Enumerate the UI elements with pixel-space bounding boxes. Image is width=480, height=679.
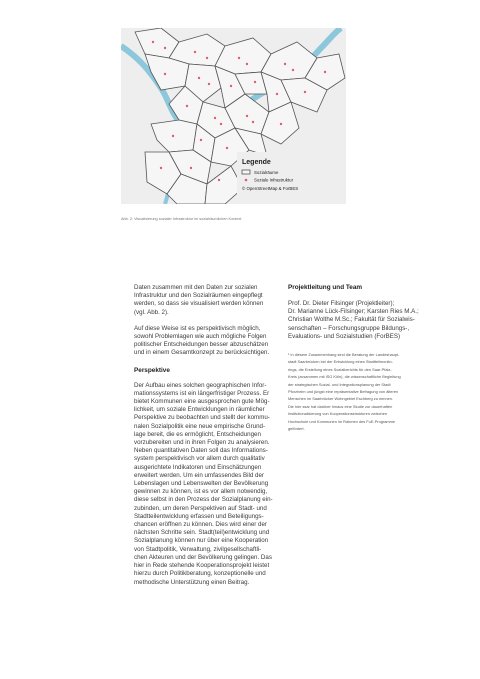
infrastructure-point (304, 91, 306, 93)
text-line: und in einem Gesamtkonzept zu berücksichtigen. (134, 349, 270, 357)
legend-attribution: © OpenStreetMap & ForBES (242, 186, 299, 191)
infrastructure-point (214, 117, 216, 119)
text-line: von Stadtpolitik, Verwaltung, zivilgesellschaftli- (134, 545, 262, 553)
text-line: Auf diese Weise ist es perspektivisch möglich, (134, 324, 261, 332)
infrastructure-point (252, 121, 254, 123)
infrastructure-point (194, 51, 196, 53)
text-line: sowohl Problemlagen wie auch mögliche Folgen (134, 333, 267, 341)
text-line: lichkeit, um soziale Entwicklungen in räumlicher (134, 406, 265, 414)
legend-district-label: Sozialräume (254, 170, 279, 175)
text-line: Dr. Marianne Lück-Filsinger; Karsten Ries M.A.; (288, 308, 419, 316)
footnote-line: Die hier ssar hat darüber hinaus eine Studie zur dauerhaften (288, 403, 393, 409)
map-legend (237, 152, 346, 204)
perspective-paragraph (134, 382, 276, 587)
infrastructure-point (284, 63, 286, 65)
legend-district-symbol (242, 170, 250, 174)
team-heading: Projektleitung und Team (288, 284, 363, 291)
footnote-line: Menschen im Saarbrücker Wohngebiet Eschberg zu nennen. (288, 396, 394, 402)
infrastructure-point (280, 123, 282, 125)
infrastructure-point (160, 167, 162, 169)
text-line: Infrastruktur und den Sozialräumen eingepflegt (134, 292, 263, 300)
infrastructure-point (246, 115, 248, 117)
footnote (288, 351, 436, 432)
infrastructure-point (172, 135, 174, 137)
text-line: Sozialplanung können nur über eine Kooperation (134, 537, 269, 545)
infrastructure-point (254, 81, 256, 83)
text-line: Perspektive zu beobachten und stellt der kommu- (134, 414, 270, 422)
footnote-line: Institutionalisierung von Kooperationsstrukturen zwischen (288, 411, 388, 417)
footnote-line: ¹ In diesem Zusammenhang sind die Beratung der Landeshaupt- (288, 352, 400, 358)
footnote-line: stadt Saarbrücken bei der Entwicklung eines Stadtteilmonito- (288, 359, 393, 365)
text-line: vorzubereiten und in ihren Folgen zu analysieren. (134, 439, 270, 447)
text-line: chen Akteuren und der Bevölkerung gelingen. Das (134, 553, 272, 561)
infrastructure-point (190, 167, 192, 169)
infrastructure-point (152, 41, 154, 43)
text-line: bietet Kommunen eine ausgesprochen gute Mög- (134, 398, 270, 406)
infrastructure-point (218, 179, 220, 181)
text-line: erweitert werden. Um ein umfassendes Bild der (134, 471, 264, 479)
map-graphic (121, 28, 346, 204)
text-line: nalen Sozialpolitik eine neue empirische Grund- (134, 422, 266, 430)
text-line: (vgl. Abb. 2). (134, 308, 169, 316)
text-line: hierzu durch Politikberatung, konzeptionelle und (134, 570, 266, 578)
footnote-line: der strategischen Sozial- und Integrationsplanung der Stadt (288, 381, 391, 387)
team-paragraph (288, 300, 436, 341)
text-line: mationssystems ist ein längerfristiger Prozess. Er (134, 389, 270, 397)
left-column (134, 284, 276, 587)
text-line: Lebenslagen und Lebenswelten der Bevölkerung (134, 480, 269, 488)
intro-paragraph (134, 284, 276, 317)
text-line: methodische Unterstützung einen Beitrag. (134, 578, 250, 586)
district-map (121, 28, 346, 204)
text-line: nächsten Schritte sein. Stadt(teil)entwicklung und (134, 529, 270, 537)
text-line: gewinnen zu können, ist es vor allem notwendig, (134, 488, 268, 496)
infrastructure-point (324, 71, 326, 73)
text-line: Der Aufbau eines solchen geographischen Infor- (134, 381, 267, 389)
text-line: Evaluations- und Sozialstudien (ForBES) (288, 332, 401, 340)
text-line: Christian Wolthe M.Sc.; Fakultät für Sozialwis- (288, 316, 415, 324)
infrastructure-point (220, 123, 222, 125)
text-line: Daten zusammen mit den Daten zur sozialen (134, 284, 258, 291)
text-line: zubinden, um deren Perspektiven auf Stadt- und (134, 504, 267, 512)
text-line: Neben quantitativen Daten soll das Informations- (134, 447, 268, 455)
infrastructure-point (246, 63, 248, 65)
infrastructure-point (198, 77, 200, 79)
infrastructure-point (208, 83, 210, 85)
text-line: senschaften – Forschungsgruppe Bildungs-, (288, 324, 410, 332)
district (261, 102, 299, 144)
text-line: Stadtteilentwicklung erfassen und Beteiligungs- (134, 512, 264, 520)
text-line: hier in Rede stehende Kooperationsprojekt leistet (134, 562, 270, 570)
footnote-line: Hochschule und Kommunen im Rahmen des FuE-Programme (288, 418, 396, 424)
infrastructure-point (226, 147, 228, 149)
legend-dot-symbol (245, 179, 248, 182)
right-column (288, 284, 436, 432)
text-line: ausgerichtete Indikatoren und Einschätzungen (134, 463, 262, 471)
text-line: politischer Entscheidungen besser abzuschätzen (134, 341, 269, 349)
footnote-line: Kreis (zusammen mit ISG Köln), die wissenschaftliche Begleitung (288, 374, 401, 380)
legend-title: Legende (242, 159, 271, 166)
infrastructure-point (164, 47, 166, 49)
infrastructure-point (276, 93, 278, 95)
infrastructure-point (186, 105, 188, 107)
infrastructure-point (164, 73, 166, 75)
infrastructure-point (238, 57, 240, 59)
footnote-line: rings, die Erstellung eines Sozialberichts für den Saar-Pfalz- (288, 366, 392, 372)
text-line: lage bereit, die es ermöglicht, Entscheidungen (134, 430, 261, 438)
infrastructure-point (200, 139, 202, 141)
perspective-heading: Perspektive (134, 366, 170, 374)
legend-dot-label: Soziale Infrastruktur (254, 177, 294, 183)
second-paragraph (134, 325, 276, 358)
text-line: werden, so dass sie visualisiert werden können (134, 300, 264, 308)
text-line: diese selbst in den Prozess der Sozialplanung ein- (134, 496, 273, 504)
figure-caption: Abb. 2: Visualisierung sozialer Infrastruktur im sozialräumlichen Kontext (121, 217, 242, 221)
footnote-line: gefördert. (288, 426, 305, 432)
text-line: system perspektivisch vor allem durch qualitativ (134, 455, 265, 463)
text-line: chancen eröffnen zu können. Dies wird einer der (134, 521, 267, 529)
footnote-line: Pforzheim und jüngst eine repräsentative Befragung von älteren (288, 389, 399, 395)
text-line: Prof. Dr. Dieter Filsinger (Projektleiter); (288, 300, 395, 307)
infrastructure-point (206, 57, 208, 59)
infrastructure-point (292, 69, 294, 71)
infrastructure-point (230, 85, 232, 87)
